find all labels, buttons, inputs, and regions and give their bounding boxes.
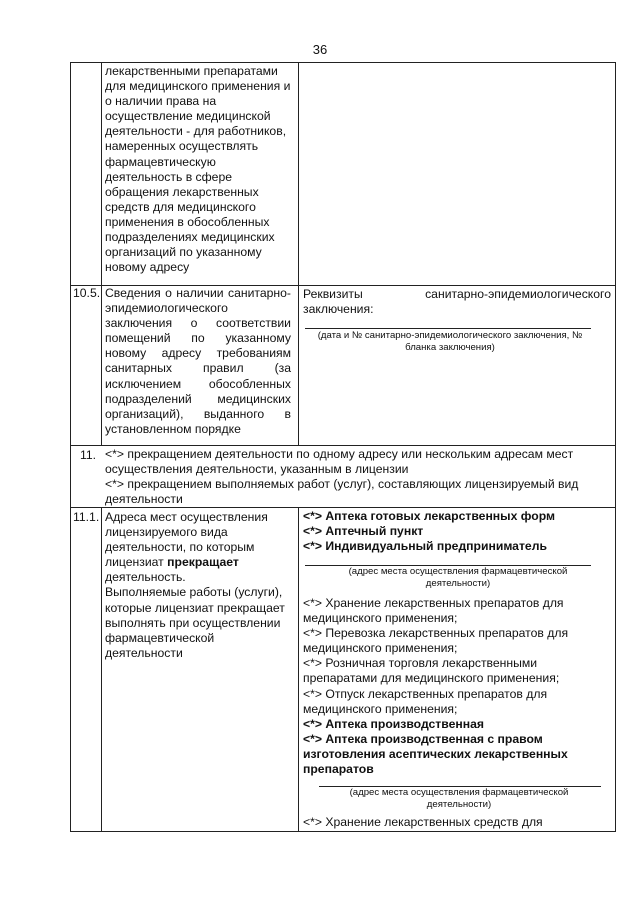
option-individual-entrepreneur: <*> Индивидуальный предприниматель [303, 539, 547, 554]
table-rule [298, 62, 299, 446]
row-number: 10.5. [73, 286, 101, 300]
table-rule [70, 62, 71, 832]
option-storage: <*> Хранение лекарственных препаратов для медицинского применения; [303, 596, 564, 626]
option-dispensing: <*> Отпуск лекарственных препаратов для медицинского применения; [303, 686, 548, 716]
row-11-text [105, 447, 613, 507]
table-rule [615, 62, 616, 832]
row-11-1-options-b [303, 596, 611, 777]
table-rule [70, 507, 616, 508]
row-11-1-text-a: Адреса мест осуществления лицензируемого вида деятельности, по которым лицензиат [105, 510, 268, 570]
option-production-pharmacy: <*> Аптека производственная [303, 716, 484, 731]
row-10-5-description: Сведения о наличии санитарно-эпидемиологического заключения о соответствии помещений по указанному новому адресу требованиям санитарных правил (за исключением обособленных подразделений медицинских организаций), выданного в установленном порядке [105, 286, 291, 436]
row-11-1-text-bold: прекращает [167, 555, 239, 570]
address-caption: (адрес места осуществления фармацевтической деятельности) [348, 566, 568, 589]
row-number: 11. [80, 448, 97, 462]
continuation-text: лекарственными препаратами для медицинского применения и о наличии права на осуществление медицинской деятельности - для работников, намеренных осуществлять фармацевтическую деятельность в сфере обращения лекарственных средств для медицинского применения в обособленных подразделениях медицинских организаций по указанному новому адресу [105, 64, 291, 275]
option-production-pharmacy-aseptic: <*> Аптека производственная с правом изготовления асептических лекарственных препаратов [303, 731, 568, 777]
option-pharmacy-finished-forms: <*> Аптека готовых лекарственных форм [303, 509, 555, 523]
page-number: 36 [312, 42, 328, 57]
option-transport: <*> Перевозка лекарственных препаратов для медицинского применения; [303, 626, 569, 656]
row-11-option-1: <*> прекращением деятельности по одному адресу или нескольким адресам мест осуществления деятельности, указанным в лицензии [105, 447, 574, 476]
row-11-1-description-p1 [105, 510, 291, 585]
table-rule [70, 445, 616, 446]
option-pharmacy-point: <*> Аптечный пункт [303, 524, 424, 539]
row-number: 11.1. [73, 510, 100, 524]
table-rule [70, 62, 616, 63]
table-rule [70, 831, 616, 832]
table-rule [298, 507, 299, 832]
row-11-option-2: <*> прекращением выполняемых работ (услуг), составляющих лицензируемый вид деятельности [105, 477, 579, 506]
row-11-1-text-b: деятельность. [105, 570, 186, 585]
option-storage-medicines: <*> Хранение лекарственных средств для [303, 815, 543, 829]
form-table [70, 62, 616, 832]
row-10-5-requisites-title: Реквизиты санитарно-эпидемиологического заключения: [303, 287, 611, 317]
table-rule [101, 507, 102, 832]
row-11-1-description [105, 510, 291, 661]
option-retail: <*> Розничная торговля лекарственными препаратами для медицинского применения; [303, 656, 560, 686]
row-11-1-options-a [303, 509, 611, 554]
address-caption: (адрес места осуществления фармацевтической деятельности) [349, 787, 569, 810]
fill-in-line [305, 328, 591, 329]
row-11-1-description-p2: Выполняемые работы (услуги), которые лицензиат прекращает выполнять при осуществлении фармацевтической деятельности [105, 585, 285, 660]
row-10-5-caption: (дата и № санитарно-эпидемиологического заключения, № бланка заключения) [317, 330, 583, 353]
table-rule [101, 62, 102, 446]
